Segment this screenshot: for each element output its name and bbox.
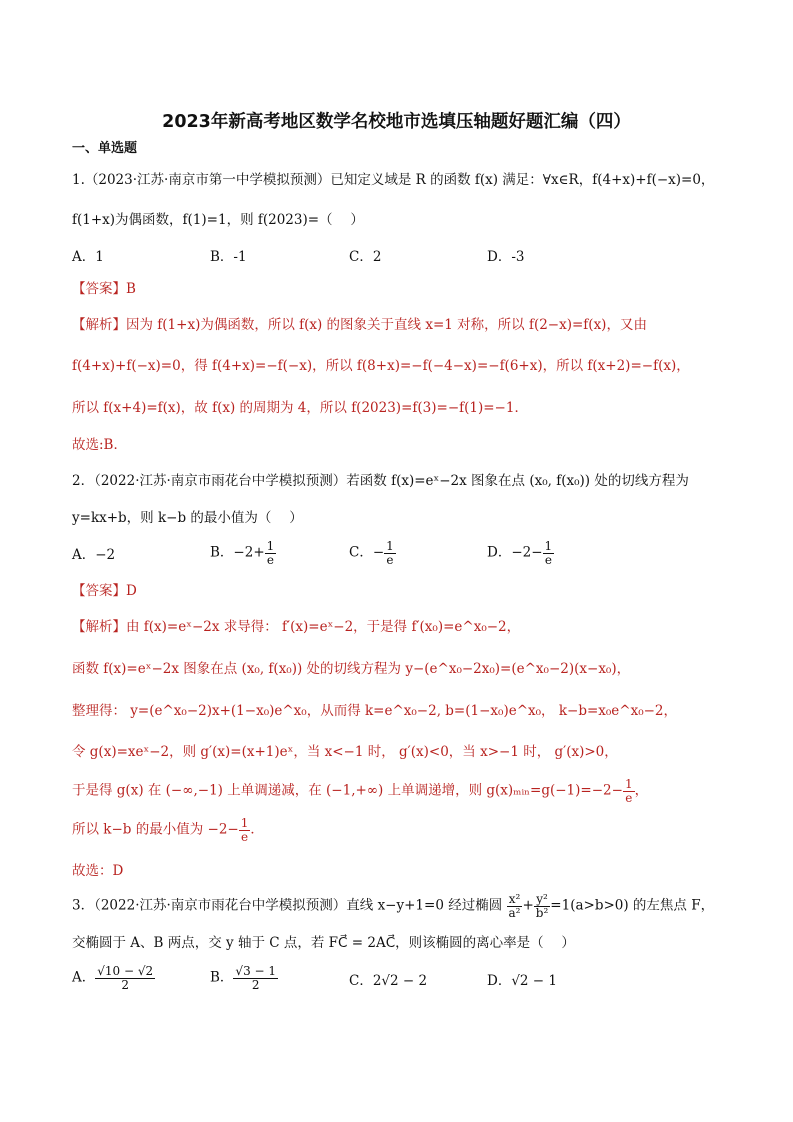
q1-option-c: C．2 <box>349 249 382 265</box>
section-heading: 一、单选题 <box>72 141 138 156</box>
q3-ellipse-y-fraction: $\frac{\text{y²}}{\text{b²}}$ <box>535 892 549 920</box>
q2-analysis-line2: 函数 f(x)=eˣ−2x 图象在点 (x₀, f(x₀)) 处的切线方程为 y−(e^x₀−2x₀)=(e^x₀−2)(x−x₀)， <box>72 661 631 677</box>
q3-option-b-fraction: $\frac{√3 - 1}{2}$ <box>235 964 277 992</box>
q1-option-d: D．-3 <box>487 249 525 265</box>
q1-option-b: B．-1 <box>210 249 247 265</box>
page-title: 2023年新高考地区数学名校地市选填压轴题好题汇编（四） <box>162 112 631 132</box>
q2-option-c-label: C．− <box>349 544 385 561</box>
q1-option-a: A．1 <box>72 249 104 265</box>
q2-stem-line1: 2．（2022·江苏·南京市雨花台中学模拟预测）若函数 f(x)=eˣ−2x 图象在点 (x₀, f(x₀)) 处的切线方程为 <box>72 473 689 489</box>
q2-option-c-fraction: $\frac{1}{e}$ <box>386 539 394 567</box>
q1-stem-line1: 1.（2023·江苏·南京市第一中学模拟预测）已知定义域是 R 的函数 f(x) 满足：∀x∈R，f(4+x)+f(−x)=0， <box>72 172 715 188</box>
q3-stem-line1: 3．（2022·江苏·南京市雨花台中学模拟预测）直线 x−y+1=0 经过椭圆 $\frac{\text{x²}}{\text{a²}}$ + $\frac{\text{y²}}{\text{b²}}$ =1(a>b>0) 的左焦点 F， <box>72 892 715 920</box>
q2-option-d-label: D．−2− <box>487 544 543 561</box>
q2-analysis-line3: 整理得： y=(e^x₀−2)x+(1−x₀)e^x₀，从而得 k=e^x₀−2, b=(1−x₀)e^x₀， k−b=x₀e^x₀−2， <box>72 703 678 719</box>
q1-choice: 故选:B． <box>72 437 127 453</box>
q2-option-b <box>210 540 276 566</box>
q1-analysis-line2: f(4+x)+f(−x)=0，得 f(4+x)=−f(−x)，所以 f(8+x)=−f(−4−x)=−f(6+x)，所以 f(x+2)=−f(x)， <box>72 358 690 374</box>
q2-option-c <box>349 540 396 566</box>
q1-stem-line2: f(1+x)为偶函数，f(1)=1，则 f(2023)=（ ） <box>72 212 364 228</box>
q1-answer: 【答案】B <box>72 281 136 297</box>
q2-option-d <box>487 540 554 566</box>
q1-analysis-line3: 所以 f(x+4)=f(x)，故 f(x) 的周期为 4，所以 f(2023)=f(3)=−f(1)=−1． <box>72 400 528 416</box>
q3-option-d: D．√2 − 1 <box>487 973 557 989</box>
q2-option-b-fraction: $\frac{1}{e}$ <box>266 539 275 567</box>
q2-option-b-label: B．−2+ <box>210 544 265 561</box>
q3-ellipse-x-fraction: $\frac{\text{x²}}{\text{a²}}$ <box>508 892 521 920</box>
q3-option-a-fraction: $\frac{√10 - √2}{2}$ <box>97 964 154 992</box>
q2-option-d-fraction: $\frac{1}{e}$ <box>544 539 553 567</box>
q3-stem-line2: 交椭圆于 A、B 两点，交 y 轴于 C 点，若 FC⃗ = 2AC⃗，则该椭圆的离心率是（ ） <box>72 935 575 951</box>
q2-stem-line2: y=kx+b，则 k−b 的最小值为（ ） <box>72 510 303 526</box>
q1-analysis-line1: 【解析】因为 f(1+x)为偶函数，所以 f(x) 的图象关于直线 x=1 对称，所以 f(2−x)=f(x)，又由 <box>72 317 647 333</box>
q2-analysis-line5: 于是得 g(x) 在 (−∞,−1) 上单调递减，在 (−1,+∞) 上单调递增，则 g(x)ₘᵢₙ=g(−1)=−2− $\frac{1}{e}$ ， <box>72 777 649 805</box>
q3-option-c: C．2√2 − 2 <box>349 973 428 989</box>
q3-option-b: B． $\frac{√3 - 1}{2}$ <box>210 964 277 992</box>
q2-answer: 【答案】D <box>72 583 137 599</box>
q2-analysis-line4: 令 g(x)=xeˣ−2，则 g′(x)=(x+1)eˣ，当 x<−1 时， g′(x)<0，当 x>−1 时， g′(x)>0， <box>72 744 618 760</box>
q2-analysis6-fraction: $\frac{1}{e}$ <box>240 816 249 844</box>
q2-choice: 故选：D <box>72 863 124 879</box>
q3-option-a: A． $\frac{√10 - √2}{2}$ <box>72 964 154 992</box>
q2-analysis-line1: 【解析】由 f(x)=eˣ−2x 求导得： f′(x)=eˣ−2，于是得 f′(x₀)=e^x₀−2， <box>72 619 521 635</box>
q2-analysis-line6: 所以 k−b 的最小值为 −2− $\frac{1}{e}$ ． <box>72 816 264 844</box>
q2-option-a: A．−2 <box>72 547 116 563</box>
q2-analysis5-fraction: $\frac{1}{e}$ <box>624 777 633 805</box>
